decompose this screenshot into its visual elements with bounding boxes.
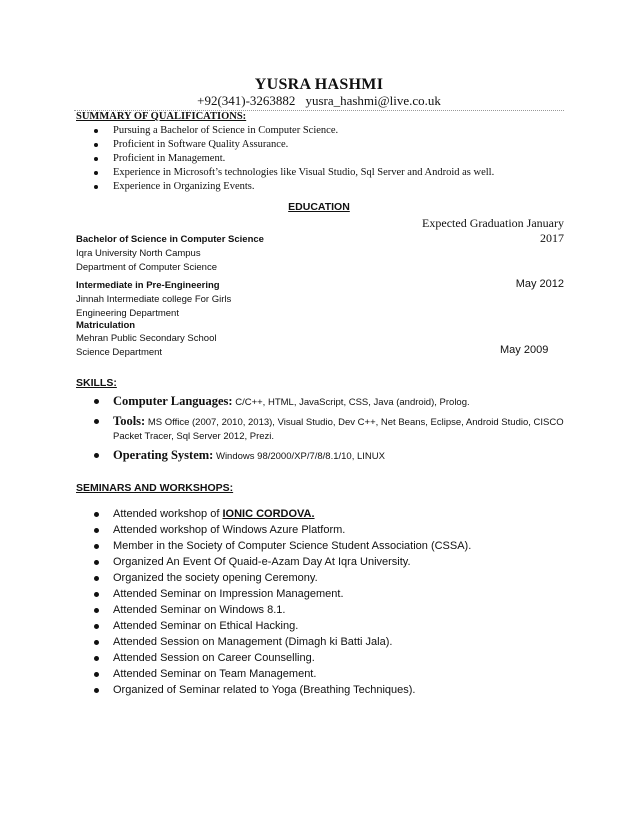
bachelor-school: Iqra University North Campus	[76, 248, 201, 259]
skill-label: Tools:	[113, 414, 146, 428]
list-item	[94, 394, 564, 410]
list-item: Experience in Organizing Events.	[94, 180, 494, 194]
bachelor-date-line2: 2017	[540, 231, 564, 245]
bachelor-date	[422, 216, 564, 246]
skills-list	[94, 394, 564, 468]
bachelor-title: Bachelor of Science in Computer Science	[76, 234, 264, 245]
resume-name: YUSRA HASHMI	[254, 76, 384, 93]
summary-list	[94, 124, 494, 194]
list-item: Attended Session on Management (Dimagh ki Batti Jala).	[94, 634, 471, 650]
list-item	[94, 414, 564, 444]
email-address: yusra_hashmi@live.co.uk	[305, 93, 441, 108]
bachelor-department: Department of Computer Science	[76, 262, 217, 273]
list-item: Attended workshop of Windows Azure Platform.	[94, 522, 471, 538]
list-item	[94, 448, 564, 464]
seminar-highlight: IONIC CORDOVA.	[222, 508, 315, 520]
skill-label: Computer Languages:	[113, 394, 233, 408]
list-item: Attended Seminar on Windows 8.1.	[94, 602, 471, 618]
list-item: Attended Seminar on Team Management.	[94, 666, 471, 682]
intermediate-title: Intermediate in Pre-Engineering	[76, 280, 220, 291]
list-item: Organized of Seminar related to Yoga (Breathing Techniques).	[94, 682, 471, 698]
education-heading: EDUCATION	[288, 201, 350, 213]
list-item: Proficient in Software Quality Assurance.	[94, 138, 494, 152]
skills-heading: SKILLS:	[76, 377, 117, 389]
seminars-list	[94, 506, 471, 698]
intermediate-date: May 2012	[515, 278, 564, 290]
matriculation-title: Matriculation	[76, 320, 136, 331]
list-item: Member in the Society of Computer Science Student Association (CSSA).	[94, 538, 471, 554]
skill-label: Operating System:	[113, 448, 214, 462]
contact-line	[0, 93, 638, 109]
matriculation-department: Science Department	[76, 347, 163, 358]
seminars-heading: SEMINARS AND WORKSHOPS:	[76, 482, 234, 494]
list-item: Attended Session on Career Counselling.	[94, 650, 471, 666]
summary-heading: SUMMARY OF QUALIFICATIONS:	[76, 111, 247, 122]
intermediate-department: Engineering Department	[76, 308, 179, 319]
list-item: Organized the society opening Ceremony.	[94, 570, 471, 586]
phone-number: +92(341)-3263882	[197, 93, 296, 108]
list-item: Organized An Event Of Quaid-e-Azam Day At Iqra University.	[94, 554, 471, 570]
bachelor-date-line1: Expected Graduation January	[422, 216, 564, 230]
list-item	[94, 506, 471, 522]
list-item: Attended Seminar on Ethical Hacking.	[94, 618, 471, 634]
matriculation-date: May 2009	[500, 344, 549, 356]
skill-text: Windows 98/2000/XP/7/8/8.1/10, LINUX	[213, 451, 385, 462]
skill-text: C/C++, HTML, JavaScript, CSS, Java (android), Prolog.	[232, 397, 470, 408]
seminar-prefix: Attended workshop of	[113, 508, 223, 520]
list-item: Proficient in Management.	[94, 152, 494, 166]
intermediate-school: Jinnah Intermediate college For Girls	[76, 294, 232, 305]
matriculation-school: Mehran Public Secondary School	[76, 333, 217, 344]
list-item: Attended Seminar on Impression Management.	[94, 586, 471, 602]
list-item: Experience in Microsoft’s technologies like Visual Studio, Sql Server and Android as well.	[94, 166, 494, 180]
list-item: Pursuing a Bachelor of Science in Computer Science.	[94, 124, 494, 138]
skill-text: MS Office (2007, 2010, 2013), Visual Studio, Dev C++, Net Beans, Eclipse, Android Studio, CISCO Packet Tracer, Sql Server 2012, Prezi.	[113, 417, 564, 442]
